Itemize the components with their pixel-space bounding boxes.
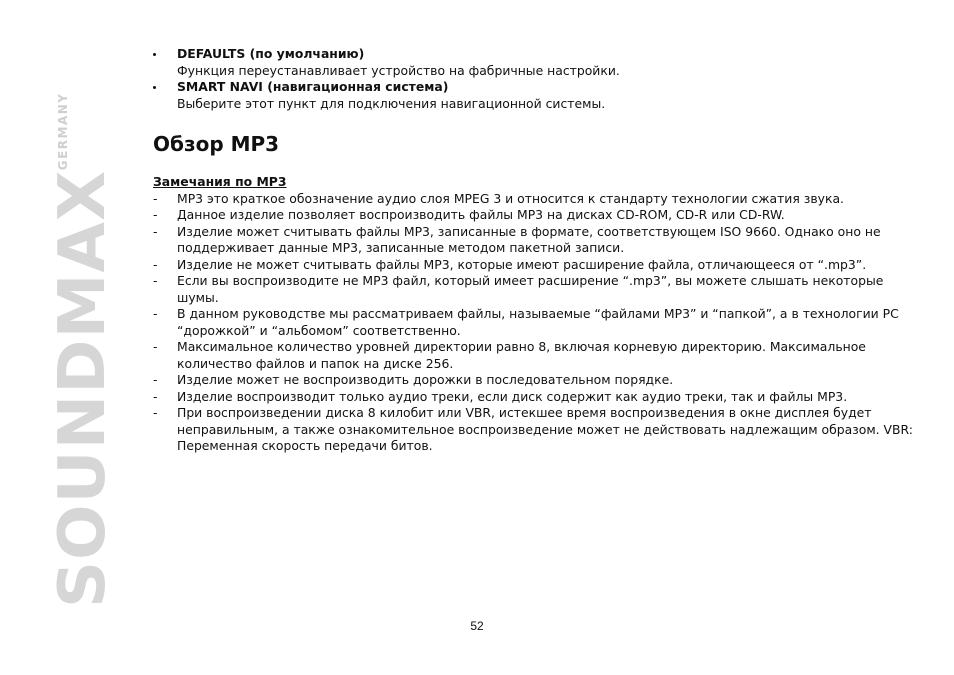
bullet-icon [153,53,156,56]
note-text: Изделие может считывать файлы MP3, записанные в формате, соответствующем ISO 9660. Однако оно не поддерживает данные MP3, записанные методом пакетной записи. [177,223,881,255]
brand-logo-text: SOUNDMAX [46,169,120,608]
note-item [153,207,913,224]
note-text: Данное изделие позволяет воспроизводить файлы MP3 на дисках CD-ROM, CD-R или CD-RW. [177,207,785,222]
menu-item-title: SMART NAVI (навигационная система) [177,79,449,94]
dash-marker: - [153,223,158,239]
note-text: Изделие не может считывать файлы MP3, которые имеют расширение файла, отличающееся от “.mp3”. [177,256,867,272]
menu-item-title: DEFAULTS (по умолчанию) [177,46,365,61]
note-item [153,191,913,208]
menu-item-smart-navi [153,79,913,112]
note-item [153,224,913,257]
note-item [153,306,913,339]
note-item [153,372,913,389]
dash-marker: - [153,207,158,222]
dash-marker: - [153,273,158,288]
notes-list [153,191,913,455]
note-text: Изделие воспроизводит только аудио треки, если диск содержит как аудио треки, так и файлы MP3. [177,388,848,404]
dash-marker: - [153,306,158,321]
dash-marker: - [153,405,158,420]
note-text: MP3 это краткое обозначение аудио слоя MPEG 3 и относится к стандарту технологии сжатия звука. [177,190,844,206]
note-text: При воспроизведении диска 8 килобит или VBR, истекшее время воспроизведения в окне дисплея будет неправильным, а также ознакомительное воспроизведение может не действовать надлежащим образом. VBR: Переменная скорость передачи битов. [177,405,913,453]
note-text: Если вы воспроизводите не MP3 файл, который имеет расширение “.mp3”, вы можете слышать некоторые шумы. [177,273,884,305]
note-text: Изделие может не воспроизводить дорожки в последовательном порядке. [177,372,674,387]
menu-item-description: Выберите этот пункт для подключения навигационной системы. [177,95,606,111]
note-item [153,389,913,406]
note-item [153,273,913,306]
section-title: Обзор MP3 [153,132,280,156]
menu-item-description: Функция переустанавливает устройство на фабричные настройки. [177,62,620,78]
dash-marker: - [153,190,158,206]
note-text: В данном руководстве мы рассматриваем файлы, называемые “файлами MP3” и “папкой”, а в технологии PC “дорожкой” и “альбомом” соответственно. [177,306,899,338]
note-item [153,339,913,372]
dash-marker: - [153,339,158,354]
page-number: 52 [470,619,484,633]
dash-marker: - [153,372,158,387]
brand-sub-text: GERMANY [56,92,70,171]
menu-item-defaults [153,46,913,79]
dash-marker: - [153,388,158,404]
notes-heading: Замечания по MP3 [153,174,287,189]
note-text: Максимальное количество уровней директории равно 8, включая корневую директорию. Максимальное количество файлов и папок на диске 256. [177,339,866,371]
bullet-icon [153,86,156,89]
note-item [153,405,913,455]
dash-marker: - [153,256,158,272]
note-item [153,257,913,274]
page-content [153,46,913,455]
